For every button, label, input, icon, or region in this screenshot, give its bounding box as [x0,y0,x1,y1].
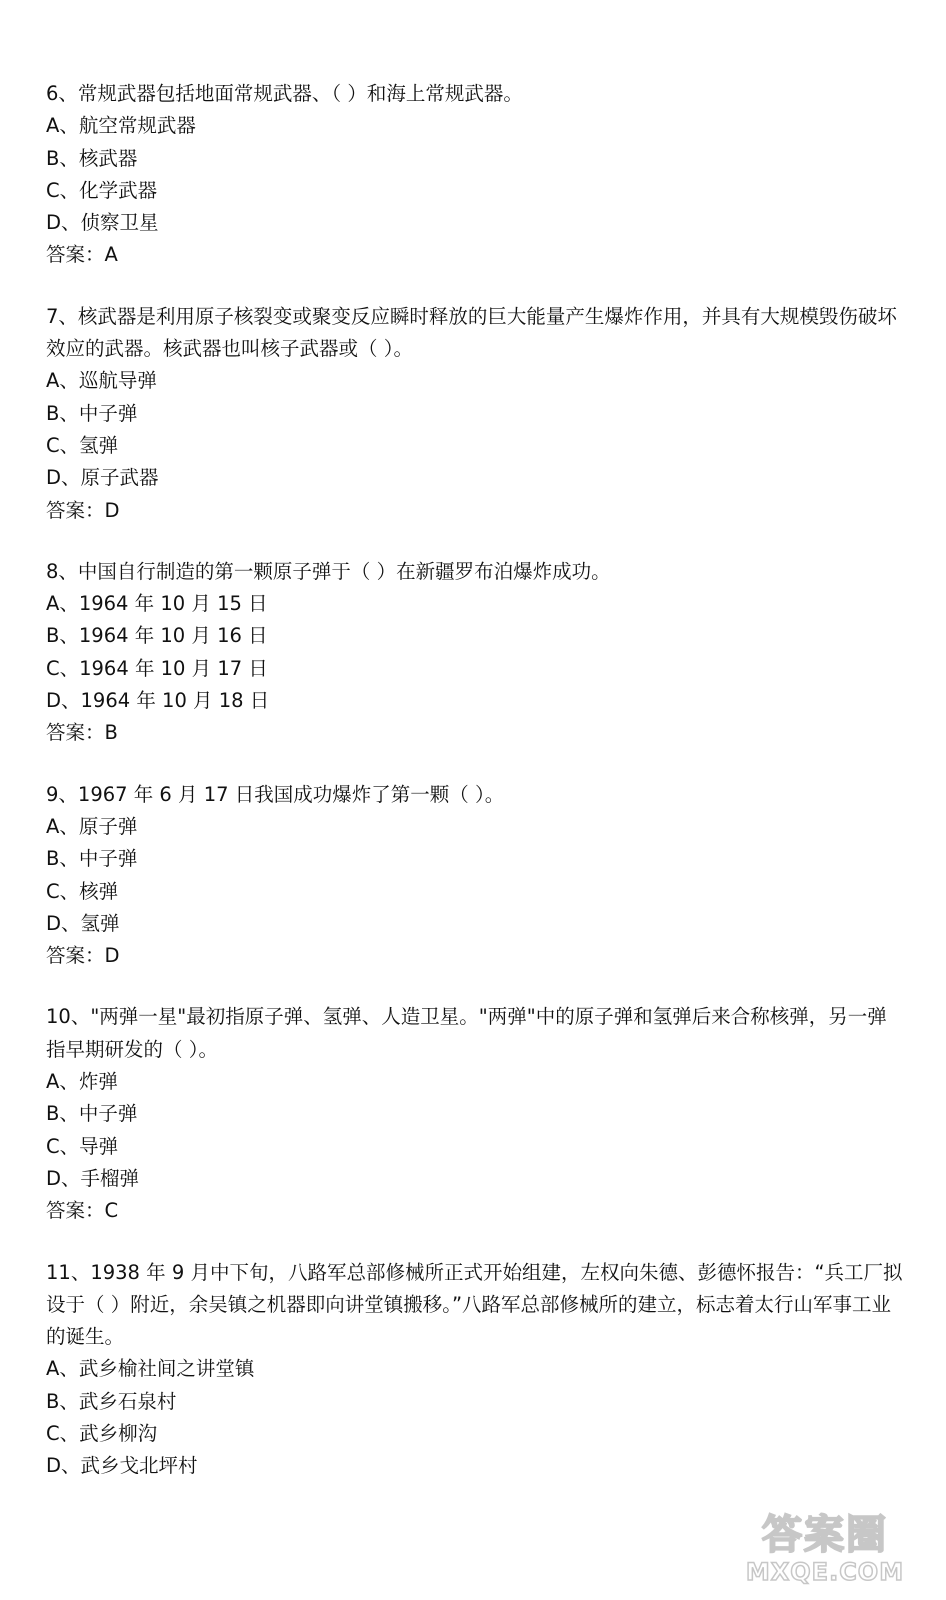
option-d: D、手榴弹 [46,1166,140,1190]
option-a: A、航空常规武器 [46,114,196,138]
option-a: A、炸弹 [46,1070,118,1094]
option-c: C、武乡柳沟 [46,1421,158,1445]
option-b: B、中子弹 [46,847,138,871]
question-stem: 10、"两弹一星"最初指原子弹、氢弹、人造卫星。"两弹"中的原子弹和氢弹后来合称核弹，另一弹指早期研发的（ ）。 [46,1005,887,1061]
option-c: C、1964 年 10 月 17 日 [46,656,268,680]
question-9 [46,779,906,973]
question-stem: 8、中国自行制造的第一颗原子弹于（ ）在新疆罗布泊爆炸成功。 [46,559,611,583]
option-d: D、武乡戈北坪村 [46,1454,198,1478]
option-d: D、原子武器 [46,466,159,490]
option-a: A、原子弹 [46,814,138,838]
question-stem: 9、1967 年 6 月 17 日我国成功爆炸了第一颗（ ）。 [46,782,505,806]
answer: 答案：B [46,721,118,745]
option-b: B、武乡石泉村 [46,1389,177,1413]
question-6 [46,78,906,272]
question-11 [46,1257,906,1483]
option-c: C、核弹 [46,879,119,903]
option-b: B、中子弹 [46,1102,138,1126]
question-stem: 11、1938 年 9 月中下旬，八路军总部修械所正式开始组建，左权向朱德、彭德怀报告：“兵工厂拟设于（ ）附近，余吴镇之机器即向讲堂镇搬移。”八路军总部修械所的建立，标志着太行山军事工业的诞生。 [46,1260,903,1349]
watermark-url: MXQE.COM [745,1558,905,1586]
option-b: B、1964 年 10 月 16 日 [46,624,268,648]
option-b: B、中子弹 [46,401,138,425]
watermark-logo [730,1512,920,1588]
question-8 [46,556,906,750]
answer: 答案：D [46,944,120,968]
option-a: A、1964 年 10 月 15 日 [46,592,268,616]
answer: 答案：C [46,1199,119,1223]
option-d: D、1964 年 10 月 18 日 [46,689,270,713]
option-c: C、氢弹 [46,433,119,457]
watermark-title: 答案圈 [762,1512,888,1558]
option-a: A、巡航导弹 [46,369,157,393]
question-list [46,78,906,1512]
question-7 [46,301,906,527]
question-10 [46,1001,906,1227]
option-d: D、氢弹 [46,911,120,935]
option-b: B、核武器 [46,146,138,170]
answer: 答案：D [46,498,120,522]
question-stem: 6、常规武器包括地面常规武器、（ ）和海上常规武器。 [46,82,523,105]
option-a: A、武乡榆社间之讲堂镇 [46,1357,255,1381]
option-c: C、导弹 [46,1134,119,1158]
option-c: C、化学武器 [46,178,158,202]
option-d: D、侦察卫星 [46,211,159,235]
answer: 答案：A [46,243,118,267]
question-stem: 7、核武器是利用原子核裂变或聚变反应瞬时释放的巨大能量产生爆炸作用，并具有大规模毁伤破坏效应的武器。核武器也叫核子武器或（ ）。 [46,304,897,361]
